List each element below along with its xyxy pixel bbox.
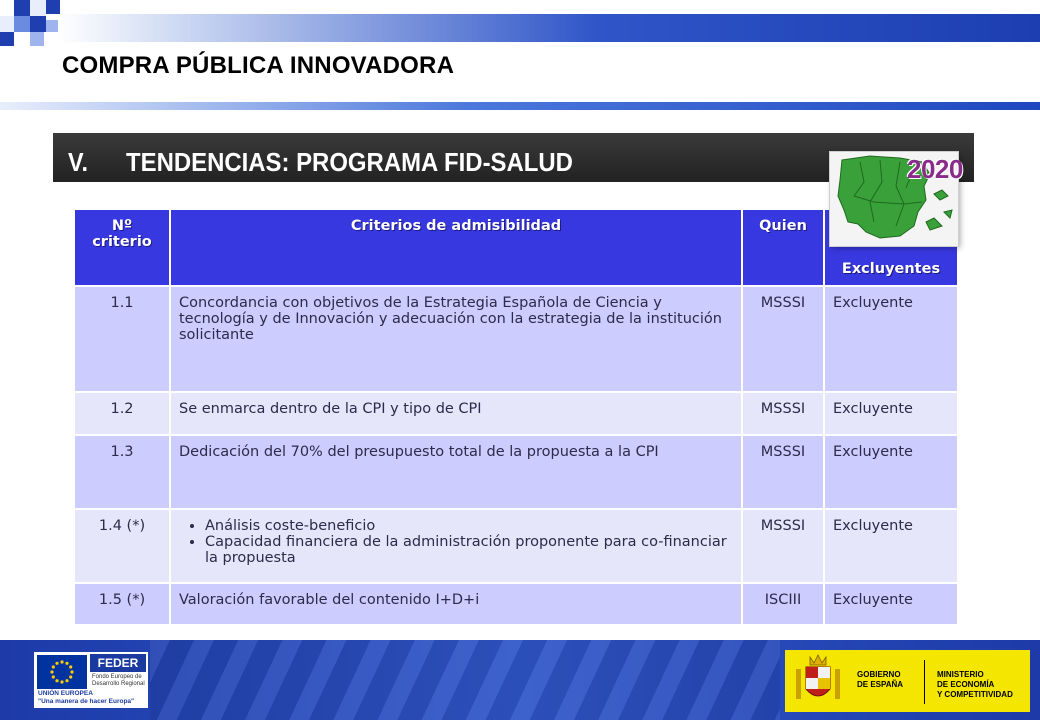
page-title: COMPRA PÚBLICA INNOVADORA	[62, 52, 455, 79]
decorative-square	[46, 0, 60, 14]
government-line: GOBIERNO	[857, 670, 901, 679]
decorative-square	[30, 0, 46, 16]
decorative-square	[14, 0, 30, 16]
footer-background-pattern	[150, 640, 780, 720]
table-row	[74, 583, 958, 625]
ministry-label	[937, 670, 1013, 700]
ministry-line: DE ECONOMÍA	[937, 680, 995, 689]
coat-of-arms-icon	[792, 653, 844, 709]
table-row	[74, 286, 958, 392]
row-who: ISCIII	[742, 583, 824, 625]
government-line: DE ESPAÑA	[857, 680, 904, 689]
government-label	[857, 670, 903, 690]
section-number: V.	[68, 147, 88, 177]
feder-subtitle	[92, 674, 145, 688]
criteria-table	[73, 208, 959, 626]
decorative-square	[30, 32, 44, 46]
row-criteria: Valoración favorable del contenido I+D+i	[170, 583, 742, 625]
header-divider	[0, 102, 1040, 110]
decorative-square	[0, 16, 14, 32]
row-number: 1.3	[74, 435, 170, 509]
feder-subtitle-line: Desarrollo Regional	[92, 681, 145, 687]
row-who: MSSSI	[742, 509, 824, 583]
bullet-item: • Capacidad financiera de la administración proponente para co-financiar la propuesta	[205, 534, 733, 566]
row-who: MSSSI	[742, 435, 824, 509]
bullet-item: • Análisis coste-beneficio	[205, 518, 733, 534]
row-criteria: Concordancia con objetivos de la Estrategia Española de Ciencia y tecnología y de Innovación y adecuación con la estrategia de la institución solicitante	[170, 286, 742, 392]
section-title: TENDENCIAS: PROGRAMA FID-SALUD	[126, 147, 573, 177]
table-header-row	[74, 209, 958, 286]
row-number: 1.1	[74, 286, 170, 392]
table-row	[74, 392, 958, 435]
row-type: Excluyente	[824, 509, 958, 583]
decorative-square	[0, 32, 14, 46]
bullet-list	[179, 518, 733, 566]
eu-flag-icon	[37, 655, 87, 689]
feder-subtitle-line: Fondo Europeo de	[92, 674, 142, 680]
row-who: MSSSI	[742, 286, 824, 392]
feder-label: FEDER	[90, 654, 146, 672]
header-band	[58, 14, 1040, 42]
row-type: Excluyente	[824, 392, 958, 435]
row-number: 1.5 (*)	[74, 583, 170, 625]
row-criteria: Dedicación del 70% del presupuesto total de la propuesta a la CPI	[170, 435, 742, 509]
row-criteria	[170, 509, 742, 583]
ministry-line: MINISTERIO	[937, 670, 984, 679]
row-type: Excluyente	[824, 583, 958, 625]
row-type: Excluyente	[824, 435, 958, 509]
row-number: 1.4 (*)	[74, 509, 170, 583]
eu-caption	[38, 690, 134, 706]
decorative-square	[46, 20, 58, 32]
decorative-square	[14, 16, 30, 32]
row-number: 1.2	[74, 392, 170, 435]
column-header-who: Quien	[742, 209, 824, 286]
row-who: MSSSI	[742, 392, 824, 435]
badge-year-label: 2020	[907, 154, 963, 184]
column-header-type-label: Excluyentes	[841, 261, 941, 277]
decorative-square	[30, 16, 46, 32]
ministry-line: Y COMPETITIVIDAD	[937, 690, 1013, 699]
table-row	[74, 509, 958, 583]
table-row	[74, 435, 958, 509]
logo-divider	[924, 660, 925, 704]
eu-label: UNIÓN EUROPEA	[38, 690, 93, 697]
column-header-number: Nº criterio	[74, 209, 170, 286]
row-type: Excluyente	[824, 286, 958, 392]
row-criteria: Se enmarca dentro de la CPI y tipo de CPI	[170, 392, 742, 435]
column-header-criteria: Criterios de admisibilidad	[170, 209, 742, 286]
eu-motto: "Una manera de hacer Europa"	[38, 698, 135, 705]
